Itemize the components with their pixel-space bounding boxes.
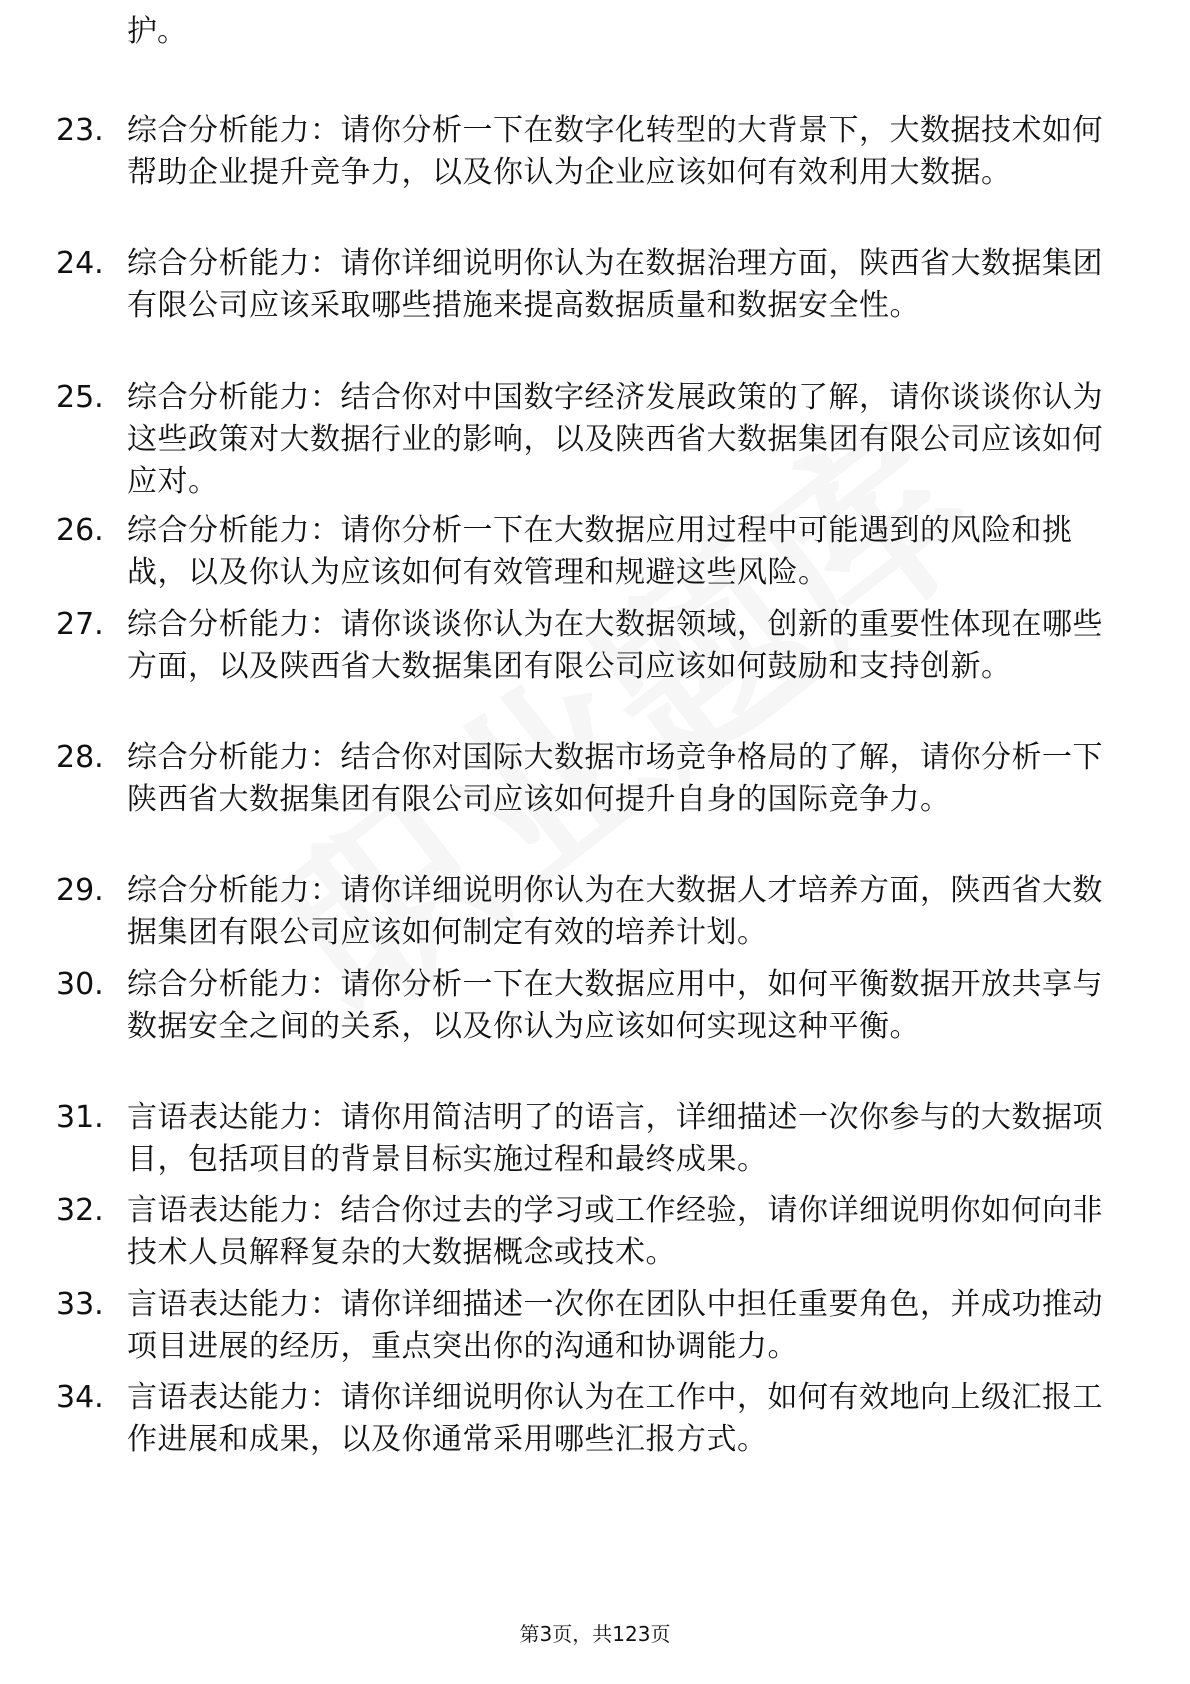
question-number: 30. <box>56 967 104 1002</box>
question-text: 综合分析能力：请你分析一下在数字化转型的大背景下，大数据技术如何帮助企业提升竞争力，以及你认为企业应该如何有效利用大数据。 <box>127 113 1103 190</box>
question-number: 34. <box>56 1380 104 1415</box>
question-number: 28. <box>56 740 104 775</box>
question-number: 33. <box>56 1287 104 1322</box>
question-number: 27. <box>56 607 104 642</box>
question-text: 综合分析能力：请你详细说明你认为在数据治理方面，陕西省大数据集团有限公司应该采取哪些措施来提高数据质量和数据安全性。 <box>127 246 1103 323</box>
question-text: 综合分析能力：请你详细说明你认为在大数据人才培养方面，陕西省大数据集团有限公司应该如何制定有效的培养计划。 <box>127 873 1103 950</box>
question-text: 综合分析能力：请你分析一下在大数据应用中，如何平衡数据开放共享与数据安全之间的关系，以及你认为应该如何实现这种平衡。 <box>127 967 1103 1044</box>
continuation-text: 护。 <box>127 14 187 49</box>
question-text: 综合分析能力：结合你对中国数字经济发展政策的了解，请你谈谈你认为这些政策对大数据行业的影响，以及陕西省大数据集团有限公司应该如何应对。 <box>127 380 1103 499</box>
question-number: 32. <box>56 1193 104 1228</box>
page-footer: 第3页，共123页 <box>519 1622 671 1646</box>
question-text: 综合分析能力：结合你对国际大数据市场竞争格局的了解，请你分析一下陕西省大数据集团有限公司应该如何提升自身的国际竞争力。 <box>127 740 1103 817</box>
question-number: 25. <box>56 380 104 415</box>
question-number: 29. <box>56 873 104 908</box>
question-text: 言语表达能力：结合你过去的学习或工作经验，请你详细说明你如何向非技术人员解释复杂的大数据概念或技术。 <box>127 1193 1103 1270</box>
question-number: 26. <box>56 513 104 548</box>
question-text: 言语表达能力：请你详细说明你认为在工作中，如何有效地向上级汇报工作进展和成果，以及你通常采用哪些汇报方式。 <box>127 1380 1103 1457</box>
question-number: 31. <box>56 1100 104 1135</box>
question-number: 24. <box>56 246 104 281</box>
question-text: 言语表达能力：请你用简洁明了的语言，详细描述一次你参与的大数据项目，包括项目的背景目标实施过程和最终成果。 <box>127 1100 1103 1177</box>
question-text: 综合分析能力：请你分析一下在大数据应用过程中可能遇到的风险和挑战，以及你认为应该如何有效管理和规避这些风险。 <box>127 513 1073 590</box>
question-number: 23. <box>56 113 104 148</box>
question-text: 综合分析能力：请你谈谈你认为在大数据领域，创新的重要性体现在哪些方面，以及陕西省大数据集团有限公司应该如何鼓励和支持创新。 <box>127 607 1103 684</box>
question-text: 言语表达能力：请你详细描述一次你在团队中担任重要角色，并成功推动项目进展的经历，重点突出你的沟通和协调能力。 <box>127 1287 1103 1364</box>
